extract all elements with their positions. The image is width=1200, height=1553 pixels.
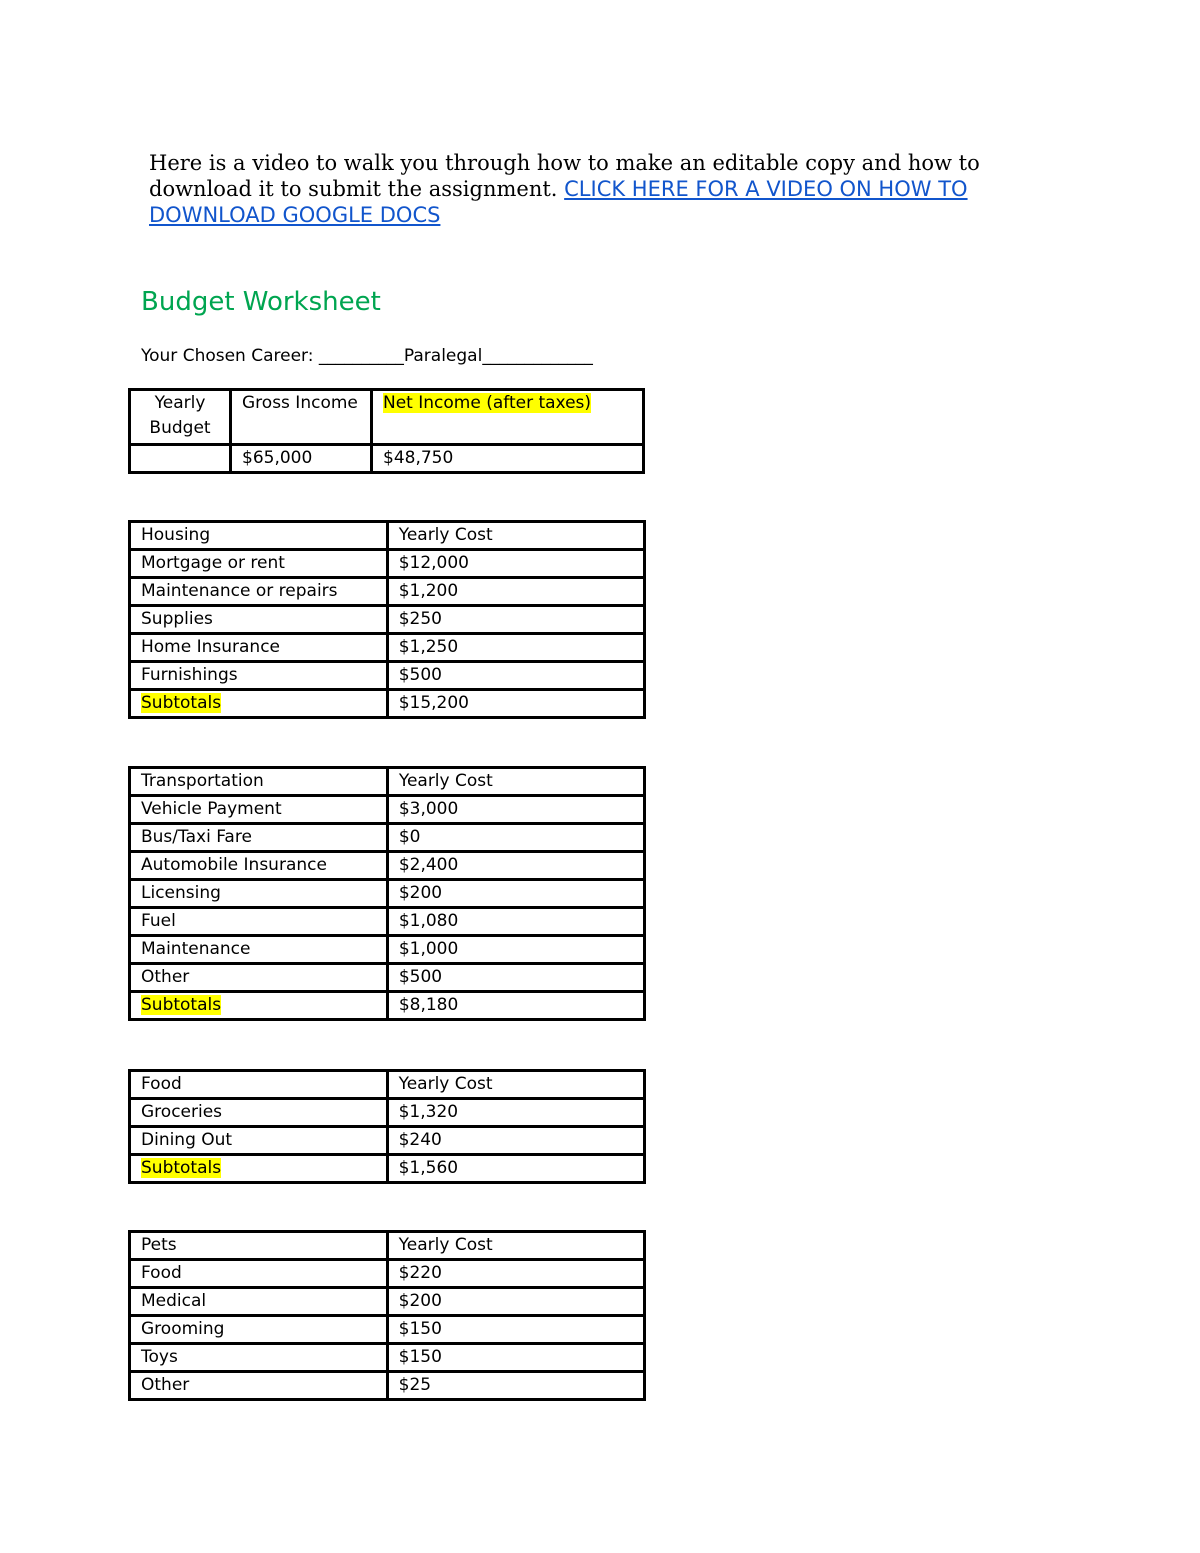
item-cost: $200 bbox=[387, 1288, 644, 1316]
net-income-header: Net Income (after taxes) bbox=[383, 393, 592, 413]
item-cost: $1,080 bbox=[387, 908, 644, 936]
item-cost: $150 bbox=[387, 1344, 644, 1372]
table-row bbox=[130, 992, 645, 1020]
item-label: Toys bbox=[130, 1344, 388, 1372]
item-cost: $250 bbox=[387, 606, 644, 634]
food-table bbox=[128, 1069, 646, 1184]
item-label: Furnishings bbox=[130, 662, 388, 690]
table-row bbox=[130, 1155, 645, 1183]
table-row bbox=[130, 824, 645, 852]
item-cost: $1,200 bbox=[387, 578, 644, 606]
income-table bbox=[128, 388, 645, 474]
intro-text: Here is a video to walk you through how to make an editable copy and how to download it to submit the assignment. bbox=[149, 151, 980, 201]
item-label: Mortgage or rent bbox=[130, 550, 388, 578]
table-row bbox=[130, 936, 645, 964]
item-cost: $500 bbox=[387, 964, 644, 992]
food-header-row bbox=[130, 1071, 645, 1099]
item-label: Food bbox=[130, 1260, 388, 1288]
table-row bbox=[130, 1316, 645, 1344]
table-row bbox=[130, 634, 645, 662]
item-label: Home Insurance bbox=[130, 634, 388, 662]
item-cost: $8,180 bbox=[387, 992, 644, 1020]
career-label: Your Chosen Career: __________ bbox=[141, 346, 404, 366]
item-cost: $12,000 bbox=[387, 550, 644, 578]
item-label: Fuel bbox=[130, 908, 388, 936]
intro-paragraph bbox=[149, 150, 1069, 228]
table-row bbox=[130, 796, 645, 824]
yearly-budget-value bbox=[130, 445, 231, 473]
subtotal-label-cell bbox=[130, 1155, 388, 1183]
item-cost: $0 bbox=[387, 824, 644, 852]
table-row bbox=[130, 908, 645, 936]
gross-income-header: Gross Income bbox=[231, 390, 372, 445]
subtotal-label-cell bbox=[130, 992, 388, 1020]
subtotal-label-cell bbox=[130, 690, 388, 718]
item-label: Supplies bbox=[130, 606, 388, 634]
net-income-value: $48,750 bbox=[372, 445, 644, 473]
career-trail: _____________ bbox=[482, 346, 593, 366]
item-label: Maintenance bbox=[130, 936, 388, 964]
subtotal-label: Subtotals bbox=[141, 1158, 222, 1178]
transportation-table bbox=[128, 766, 646, 1021]
table-row bbox=[130, 852, 645, 880]
pets-table bbox=[128, 1230, 646, 1401]
table-row bbox=[130, 1288, 645, 1316]
item-cost: $25 bbox=[387, 1372, 644, 1400]
item-cost: $200 bbox=[387, 880, 644, 908]
item-cost: $1,320 bbox=[387, 1099, 644, 1127]
item-label: Maintenance or repairs bbox=[130, 578, 388, 606]
subtotal-label: Subtotals bbox=[141, 995, 222, 1015]
table-row bbox=[130, 550, 645, 578]
table-row bbox=[130, 690, 645, 718]
cost-header: Yearly Cost bbox=[387, 1071, 644, 1099]
housing-header-row bbox=[130, 522, 645, 550]
item-label: Dining Out bbox=[130, 1127, 388, 1155]
section-header: Food bbox=[130, 1071, 388, 1099]
item-label: Grooming bbox=[130, 1316, 388, 1344]
gross-income-value: $65,000 bbox=[231, 445, 372, 473]
transportation-header-row bbox=[130, 768, 645, 796]
item-cost: $15,200 bbox=[387, 690, 644, 718]
item-label: Licensing bbox=[130, 880, 388, 908]
item-label: Bus/Taxi Fare bbox=[130, 824, 388, 852]
table-row bbox=[130, 964, 645, 992]
item-cost: $3,000 bbox=[387, 796, 644, 824]
section-header: Transportation bbox=[130, 768, 388, 796]
item-label: Automobile Insurance bbox=[130, 852, 388, 880]
page-title: Budget Worksheet bbox=[141, 287, 381, 317]
pets-header-row bbox=[130, 1232, 645, 1260]
table-row bbox=[130, 880, 645, 908]
item-label: Other bbox=[130, 1372, 388, 1400]
item-label: Vehicle Payment bbox=[130, 796, 388, 824]
section-header: Housing bbox=[130, 522, 388, 550]
item-cost: $1,000 bbox=[387, 936, 644, 964]
item-label: Medical bbox=[130, 1288, 388, 1316]
table-row bbox=[130, 1099, 645, 1127]
net-income-header-cell bbox=[372, 390, 644, 445]
career-line bbox=[141, 346, 593, 366]
table-row bbox=[130, 1260, 645, 1288]
table-row bbox=[130, 1127, 645, 1155]
item-cost: $500 bbox=[387, 662, 644, 690]
item-cost: $1,250 bbox=[387, 634, 644, 662]
income-header-row bbox=[130, 390, 644, 445]
item-cost: $150 bbox=[387, 1316, 644, 1344]
item-cost: $1,560 bbox=[387, 1155, 644, 1183]
item-cost: $2,400 bbox=[387, 852, 644, 880]
career-value: Paralegal bbox=[403, 346, 483, 366]
item-cost: $220 bbox=[387, 1260, 644, 1288]
item-label: Other bbox=[130, 964, 388, 992]
table-row bbox=[130, 662, 645, 690]
yearly-budget-header: Yearly Budget bbox=[130, 390, 231, 445]
subtotal-label: Subtotals bbox=[141, 693, 222, 713]
video-link[interactable]: CLICK HERE FOR A VIDEO ON HOW TO DOWNLOAD GOOGLE DOCS bbox=[149, 177, 968, 227]
section-header: Pets bbox=[130, 1232, 388, 1260]
housing-table bbox=[128, 520, 646, 719]
table-row bbox=[130, 1344, 645, 1372]
cost-header: Yearly Cost bbox=[387, 522, 644, 550]
cost-header: Yearly Cost bbox=[387, 768, 644, 796]
income-value-row bbox=[130, 445, 644, 473]
cost-header: Yearly Cost bbox=[387, 1232, 644, 1260]
table-row bbox=[130, 578, 645, 606]
item-cost: $240 bbox=[387, 1127, 644, 1155]
item-label: Groceries bbox=[130, 1099, 388, 1127]
table-row bbox=[130, 1372, 645, 1400]
table-row bbox=[130, 606, 645, 634]
